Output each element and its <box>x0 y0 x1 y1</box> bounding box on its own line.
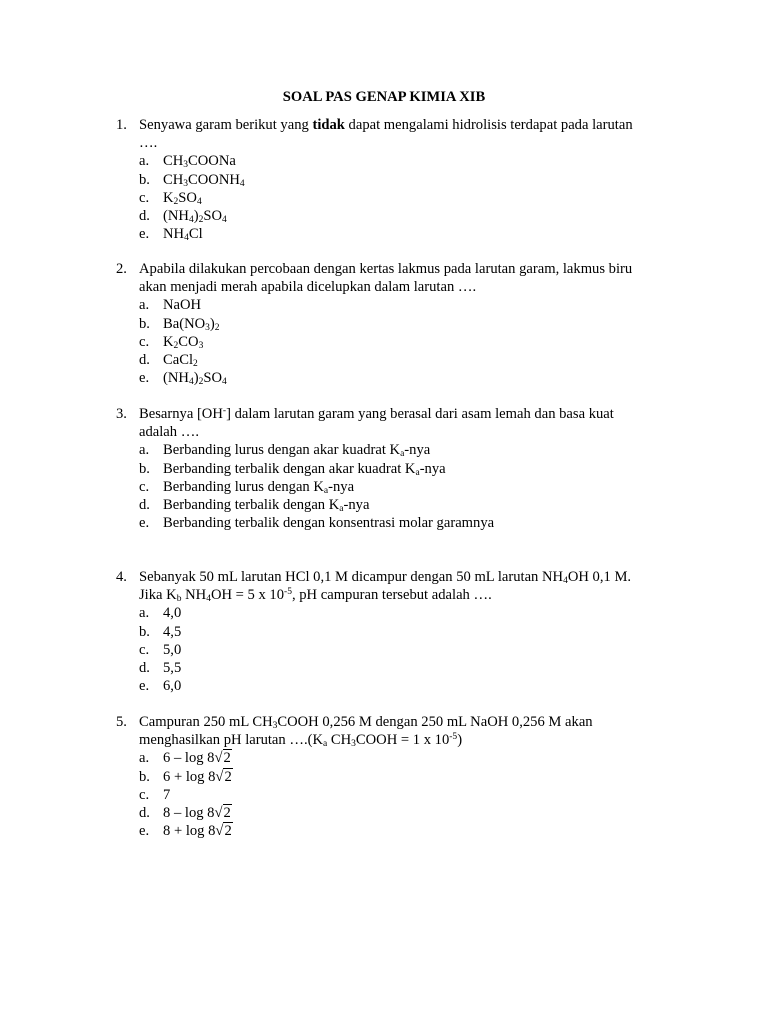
option-text: 6,0 <box>163 678 182 695</box>
option-text: Berbanding lurus dengan akar kuadrat $K_a$-nya <box>163 442 431 460</box>
option-text: CaCl$_2$ <box>163 351 198 369</box>
question-text: Besarnya [OH-] dalam larutan garam yang berasal dari asam lemah dan basa kuat adalah …. <box>139 406 614 441</box>
answer-option <box>0 225 768 243</box>
option-text: $CH_3COONH_4$ <box>163 171 245 189</box>
answer-option <box>0 207 768 225</box>
option-letter: e. <box>139 226 150 243</box>
answer-options <box>0 604 768 695</box>
option-letter: b. <box>139 171 150 188</box>
answer-option <box>0 786 768 804</box>
sqrt-symbol: √ <box>215 768 224 785</box>
option-letter: d. <box>139 351 150 368</box>
option-text: $CH_3COONa$ <box>163 153 236 171</box>
answer-option <box>0 604 768 622</box>
option-text: 8 – log 8√2 <box>163 804 231 821</box>
option-text: 5,0 <box>163 641 182 658</box>
option-letter: e. <box>139 515 150 532</box>
answer-option <box>0 171 768 189</box>
question-number: 1. <box>116 117 127 133</box>
answer-option <box>0 659 768 677</box>
option-text: 5,5 <box>163 659 182 676</box>
question-text: Sebanyak 50 mL larutan HCl 0,1 M dicampur dengan 50 mL larutan $NH_4OH$ 0,1 M. Jika $K_b$ $NH_4OH = 5$ x $10^{-5}$, pH campuran tersebut adalah …. <box>139 569 632 605</box>
option-letter: c. <box>139 478 150 495</box>
option-text: NaOH <box>163 297 202 314</box>
answer-option <box>0 296 768 314</box>
option-text: Berbanding lurus dengan $K_a$-nya <box>163 478 355 496</box>
option-letter: e. <box>139 370 150 387</box>
option-text: 6 – log 8√2 <box>163 750 231 767</box>
option-letter: e. <box>139 823 150 840</box>
option-letter: c. <box>139 786 150 803</box>
option-text: $K_2SO_4$ <box>163 189 202 207</box>
option-letter: d. <box>139 659 150 676</box>
answer-option <box>0 677 768 695</box>
option-letter: a. <box>139 153 150 170</box>
sqrt-argument: 2 <box>224 768 232 785</box>
answer-option <box>0 768 768 786</box>
answer-options <box>0 441 768 532</box>
option-text: $(NH_4)_2SO_4$ <box>163 370 227 388</box>
answer-option <box>0 369 768 387</box>
answer-option <box>0 460 768 478</box>
answer-options <box>0 152 768 243</box>
option-letter: a. <box>139 750 150 767</box>
option-text: $K_2CO_3$ <box>163 333 204 351</box>
option-letter: b. <box>139 460 150 477</box>
option-letter: c. <box>139 641 150 658</box>
answer-option <box>0 441 768 459</box>
option-text: $Ba(NO_3)_2$ <box>163 315 220 333</box>
answer-option <box>0 623 768 641</box>
sqrt-argument: 2 <box>223 750 231 767</box>
sqrt-symbol: √ <box>214 804 223 821</box>
question-text: Senyawa garam berikut yang tidak dapat mengalami hidrolisis terdapat pada larutan …. <box>139 117 633 152</box>
option-letter: a. <box>139 442 150 459</box>
option-letter: c. <box>139 333 150 350</box>
answer-option <box>0 351 768 369</box>
answer-option <box>0 496 768 514</box>
option-text: 4,5 <box>163 623 182 640</box>
question-text: Apabila dilakukan percobaan dengan kertas lakmus pada larutan garam, lakmus biru akan menjadi merah apabila dicelupkan dalam larutan …. <box>139 261 633 296</box>
answer-option <box>0 514 768 532</box>
option-text: 8 + log 8√2 <box>163 823 232 840</box>
question-text: Campuran 250 mL $CH_3COOH$ 0,256 M dengan 250 mL NaOH 0,256 M akan menghasilkan pH larutan $\dots.(K_a$ $CH_3COOH = 1$ x $10^{-5}$) <box>139 714 593 750</box>
answer-options <box>0 749 768 840</box>
question-number: 2. <box>116 261 127 277</box>
answer-options <box>0 296 768 387</box>
question-number: 3. <box>116 406 127 422</box>
option-letter: d. <box>139 496 150 513</box>
option-letter: d. <box>139 804 150 821</box>
option-letter: d. <box>139 207 150 224</box>
answer-option <box>0 749 768 767</box>
option-text: Berbanding terbalik dengan akar kuadrat $K_a$-nya <box>163 460 446 478</box>
answer-option <box>0 822 768 840</box>
sqrt-argument: 2 <box>223 804 231 821</box>
option-text: Berbanding terbalik dengan konsentrasi molar garamnya <box>163 515 495 532</box>
option-letter: b. <box>139 315 150 332</box>
answer-option <box>0 478 768 496</box>
question-number: 4. <box>116 569 127 585</box>
option-text: Berbanding terbalik dengan $K_a$-nya <box>163 496 370 514</box>
answer-option <box>0 189 768 207</box>
answer-option <box>0 315 768 333</box>
answer-option <box>0 333 768 351</box>
page-title: SOAL PAS GENAP KIMIA XIB <box>282 89 486 105</box>
option-letter: a. <box>139 297 150 314</box>
answer-option <box>0 152 768 170</box>
answer-option <box>0 804 768 822</box>
sqrt-symbol: √ <box>214 750 223 767</box>
option-text: $(NH_4)_2SO_4$ <box>163 207 227 225</box>
option-letter: b. <box>139 623 150 640</box>
option-letter: a. <box>139 605 150 622</box>
option-letter: e. <box>139 678 150 695</box>
option-letter: b. <box>139 768 150 785</box>
option-letter: c. <box>139 189 150 206</box>
option-text: 6 + log 8√2 <box>163 768 232 785</box>
option-text: 7 <box>163 786 171 803</box>
sqrt-argument: 2 <box>224 823 232 840</box>
answer-option <box>0 641 768 659</box>
option-text: 4,0 <box>163 605 182 622</box>
question-number: 5. <box>116 714 127 730</box>
sqrt-symbol: √ <box>215 823 224 840</box>
option-text: $NH_4Cl$ <box>163 226 203 244</box>
